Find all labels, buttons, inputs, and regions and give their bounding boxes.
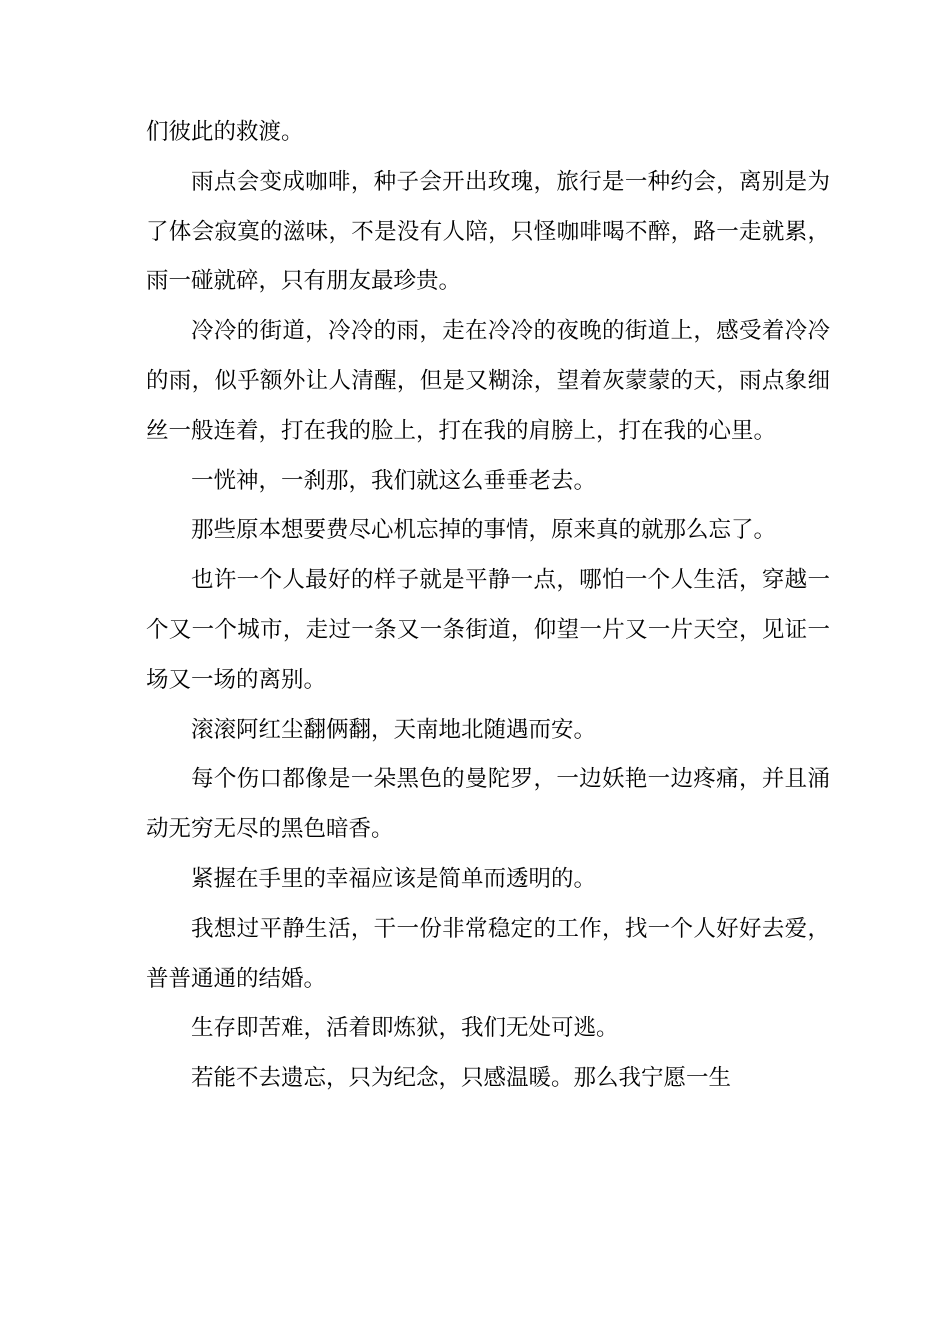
paragraph-continued: 们彼此的救渡。	[146, 119, 304, 145]
paragraph: 冷冷的街道，冷冷的雨，走在冷冷的夜晚的街道上，感受着冷冷的雨，似乎额外让人清醒，但是又糊涂，望着灰蒙蒙的天，雨点象细丝一般连着，打在我的脸上，打在我的肩膀上，打在我的心里。	[146, 318, 830, 444]
paragraph: 紧握在手里的幸福应该是简单而透明的。	[191, 865, 597, 892]
paragraph: 一恍神，一刹那，我们就这么垂垂老去。	[191, 467, 597, 494]
paragraph: 那些原本想要费尽心机忘掉的事情，原来真的就那么忘了。	[191, 517, 777, 544]
paragraph: 我想过平静生活，干一份非常稳定的工作，找一个人好好去爱，普普通通的结婚。	[146, 915, 830, 992]
paragraph: 也许一个人最好的样子就是平静一点，哪怕一个人生活，穿越一个又一个城市，走过一条又一条街道，仰望一片又一片天空，见证一场又一场的离别。	[146, 567, 830, 693]
paragraph: 雨点会变成咖啡，种子会开出玫瑰，旅行是一种约会，离别是为了体会寂寞的滋味，不是没有人陪，只怪咖啡喝不醉，路一走就累，雨一碰就碎，只有朋友最珍贵。	[146, 168, 830, 295]
paragraph-truncated: 若能不去遗忘，只为纪念，只感温暖。那么我宁愿一生	[191, 1065, 732, 1092]
document-body	[146, 108, 830, 1104]
paragraph: 滚滚阿红尘翻俩翻，天南地北随遇而安。	[191, 716, 597, 743]
paragraph: 每个伤口都像是一朵黑色的曼陀罗，一边妖艳一边疼痛，并且涌动无穷无尽的黑色暗香。	[146, 766, 830, 843]
paragraph: 生存即苦难，活着即炼狱，我们无处可逃。	[191, 1015, 619, 1042]
